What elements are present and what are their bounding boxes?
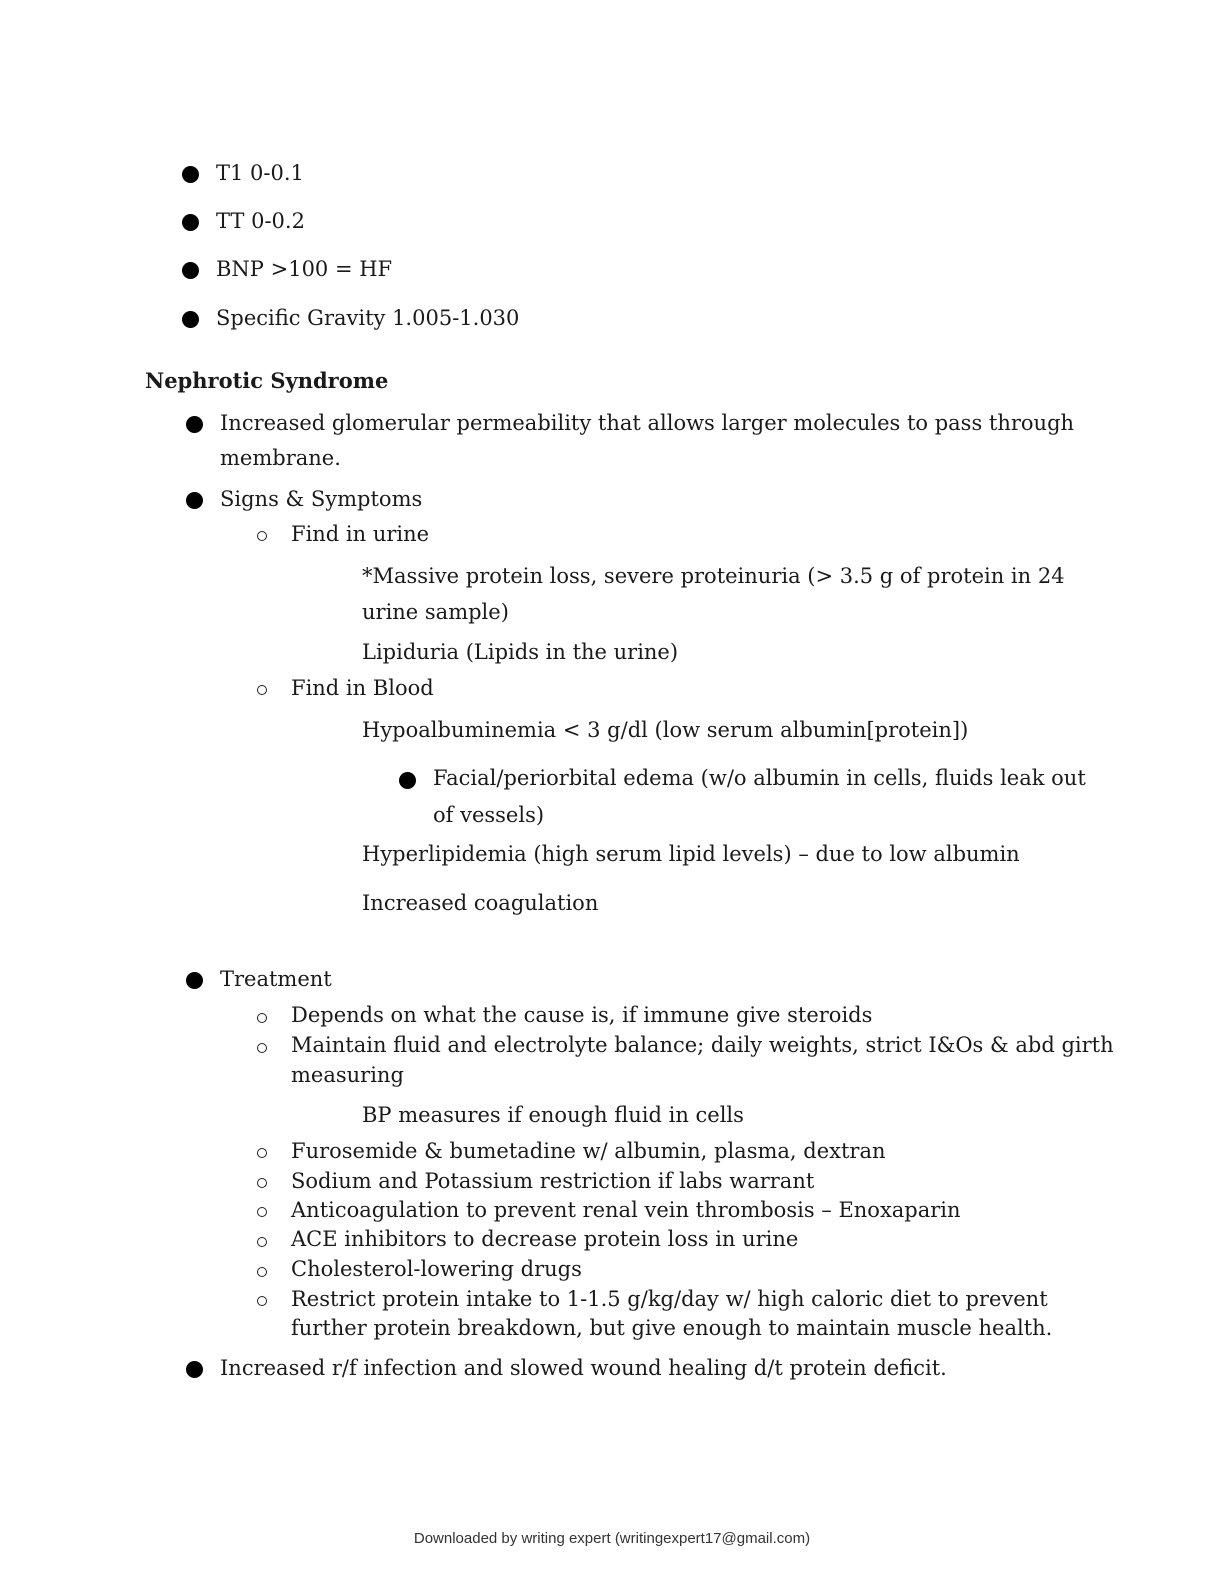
bullet-icon xyxy=(399,772,416,789)
list-item: Specific Gravity 1.005-1.030 xyxy=(216,306,520,330)
bullet-icon xyxy=(186,416,203,433)
urine-item: *Massive protein loss, severe proteinuria (> 3.5 g of protein in 24 xyxy=(362,564,1065,588)
sub-bullet-icon xyxy=(257,1207,267,1217)
bullet-icon xyxy=(182,262,199,279)
blood-item: Hypoalbuminemia < 3 g/dl (low serum albumin[protein]) xyxy=(362,718,969,742)
sub-bullet-icon xyxy=(257,685,267,695)
treatment-item: ACE inhibitors to decrease protein loss in urine xyxy=(291,1227,799,1251)
infection-note: Increased r/f infection and slowed wound healing d/t protein deficit. xyxy=(220,1356,947,1380)
download-footer: Downloaded by writing expert (writingexpert17@gmail.com) xyxy=(413,1530,811,1547)
treatment-item: Restrict protein intake to 1-1.5 g/kg/day w/ high caloric diet to prevent xyxy=(291,1287,1048,1311)
sub-bullet-icon xyxy=(257,1296,267,1306)
sub-bullet-icon xyxy=(257,531,267,541)
treatment-item: Sodium and Potassium restriction if labs warrant xyxy=(291,1169,815,1193)
list-item: TT 0-0.2 xyxy=(216,209,305,233)
treatment-item: Depends on what the cause is, if immune give steroids xyxy=(291,1003,873,1027)
treatment-item: further protein breakdown, but give enough to maintain muscle health. xyxy=(291,1316,1053,1340)
blood-label: Find in Blood xyxy=(291,676,434,700)
list-item: BNP >100 = HF xyxy=(216,257,393,281)
urine-item: Lipiduria (Lipids in the urine) xyxy=(362,640,679,664)
bullet-icon xyxy=(182,166,199,183)
treatment-item: Cholesterol-lowering drugs xyxy=(291,1257,582,1281)
edema-line: of vessels) xyxy=(433,803,545,827)
section-heading: Nephrotic Syndrome xyxy=(145,368,389,393)
treatment-label: Treatment xyxy=(220,967,332,991)
blood-item: Increased coagulation xyxy=(362,891,599,915)
blood-item: Hyperlipidemia (high serum lipid levels) – due to low albumin xyxy=(362,842,1020,866)
bullet-icon xyxy=(182,311,199,328)
bullet-icon xyxy=(186,492,203,509)
treatment-item: Furosemide & bumetadine w/ albumin, plasma, dextran xyxy=(291,1139,886,1163)
sub-bullet-icon xyxy=(257,1178,267,1188)
definition-line: membrane. xyxy=(220,446,341,470)
treatment-item: Anticoagulation to prevent renal vein thrombosis – Enoxaparin xyxy=(291,1198,961,1222)
bullet-icon xyxy=(182,214,199,231)
sub-bullet-icon xyxy=(257,1013,267,1023)
urine-label: Find in urine xyxy=(291,522,430,546)
sub-bullet-icon xyxy=(257,1267,267,1277)
urine-item: urine sample) xyxy=(362,600,509,624)
sub-bullet-icon xyxy=(257,1148,267,1158)
sub-bullet-icon xyxy=(257,1043,267,1053)
bullet-icon xyxy=(186,1361,203,1378)
signs-label: Signs & Symptoms xyxy=(220,487,423,511)
list-item: T1 0-0.1 xyxy=(216,161,304,185)
treatment-item: measuring xyxy=(291,1063,404,1087)
edema-line: Facial/periorbital edema (w/o albumin in cells, fluids leak out xyxy=(433,766,1086,790)
bullet-icon xyxy=(186,972,203,989)
definition-line: Increased glomerular permeability that allows larger molecules to pass through xyxy=(220,411,1075,435)
treatment-subitem: BP measures if enough fluid in cells xyxy=(362,1103,744,1127)
treatment-item: Maintain fluid and electrolyte balance; daily weights, strict I&Os & abd girth xyxy=(291,1033,1114,1057)
sub-bullet-icon xyxy=(257,1237,267,1247)
